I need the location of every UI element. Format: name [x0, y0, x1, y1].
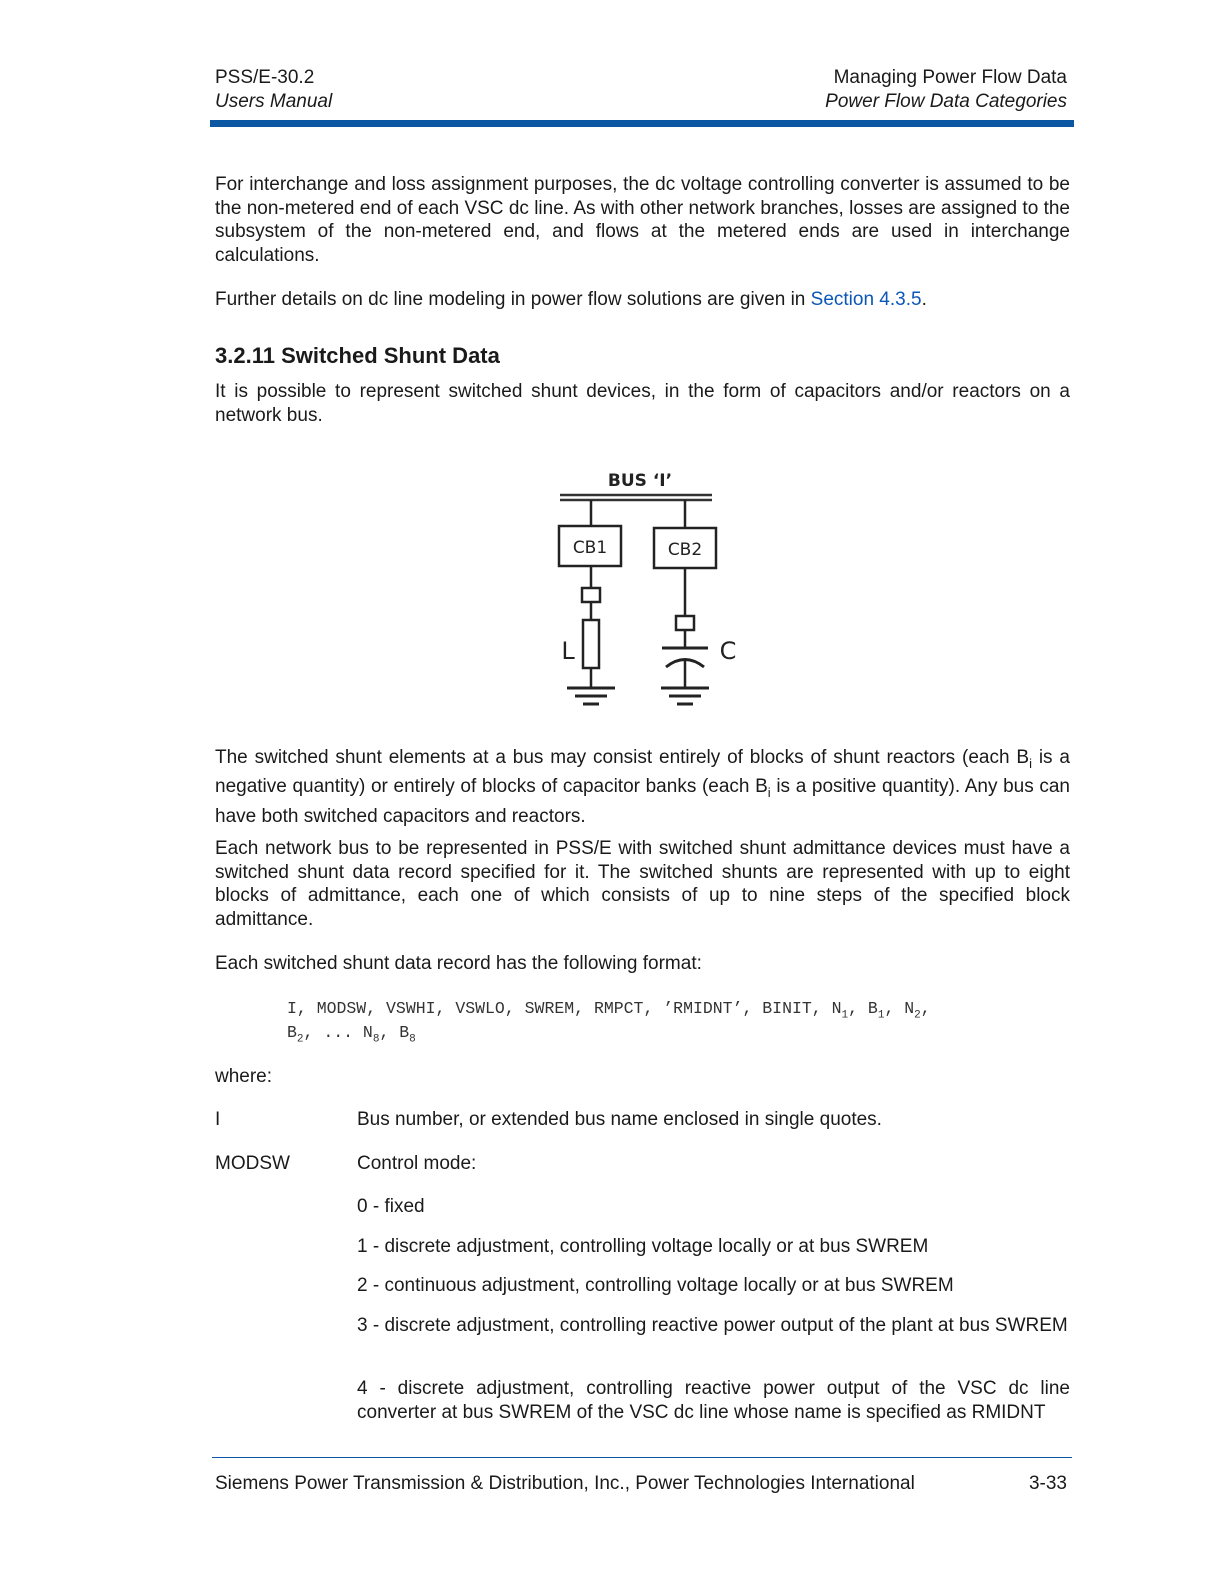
term-modsw: MODSW	[215, 1153, 290, 1174]
cb2-label: CB2	[667, 540, 703, 560]
footer-rule	[212, 1457, 1072, 1458]
header-rule	[210, 120, 1074, 127]
term-i: I	[215, 1109, 221, 1130]
further-details-end: .	[921, 289, 927, 310]
page-number: 3-33	[1028, 1473, 1067, 1494]
sub-8b: 8	[409, 1033, 416, 1046]
sub-2b: 2	[296, 1033, 304, 1046]
def-i: Bus number, or extended bus name enclosed in single quotes.	[357, 1109, 882, 1130]
mode-3: 3 - discrete adjustment, controlling reactive power output of the plant at bus SWREM	[357, 1315, 1068, 1336]
def-modsw: Control mode:	[357, 1153, 477, 1174]
further-details-text: Further details on dc line modeling in power flow solutions are given in	[215, 289, 811, 310]
record-fields: I, MODSW, VSWHI, VSWLO, SWREM, RMPCT, ’RMIDNT’, BINIT, N	[287, 999, 842, 1018]
sep-b1: , B	[848, 999, 878, 1018]
sep-n2: , N	[884, 999, 915, 1018]
subscript-i-2: i	[767, 785, 771, 801]
reactor-label: L	[561, 637, 575, 665]
sep-b8: , B	[379, 1023, 410, 1042]
elements-text-a: The switched shunt elements at a bus may consist entirely of blocks of shunt reactors (each B	[215, 747, 1030, 768]
elements-text-b: is a negative quantity) or entirely of blocks of capacitor banks (each B	[215, 747, 1070, 798]
capacitor-label: C	[719, 637, 737, 665]
paragraph-network-bus: Each network bus to be represented in PSS/E with switched shunt admittance devices must have a switched shunt data record specified for it. The switched shunts are represented with up to eight blocks of admittance, each one of which consists of up to nine steps of the specified block admittance.	[215, 838, 1070, 930]
mode-0: 0 - fixed	[357, 1196, 425, 1217]
sub-1: 1	[841, 1009, 849, 1022]
paragraph-switched-shunt-intro: It is possible to represent switched shunt devices, in the form of capacitors and/or reactors on a network bus.	[215, 381, 1070, 426]
sub-1b: 1	[877, 1009, 885, 1022]
paragraph-shunt-elements	[215, 746, 1070, 828]
cb1-label: CB1	[572, 538, 608, 558]
bus-label: BUS ‘I’	[607, 471, 673, 491]
mode-4: 4 - discrete adjustment, controlling reactive power output of the VSC dc line converter at bus SWREM of the VSC dc line whose name is specified as RMIDNT	[357, 1378, 1070, 1423]
section-heading: 3.2.11 Switched Shunt Data	[215, 343, 500, 368]
section-4-3-5-link[interactable]: Section 4.3.5	[810, 289, 922, 310]
switched-shunt-diagram	[540, 462, 740, 722]
elements-text-c: is a positive quantity). Any bus can have both switched capacitors and reactors.	[215, 776, 1070, 827]
mode-1: 1 - discrete adjustment, controlling voltage locally or at bus SWREM	[357, 1236, 929, 1257]
sub-2: 2	[914, 1009, 921, 1022]
paragraph-record-format: Each switched shunt data record has the following format:	[215, 953, 702, 974]
header-chapter: Managing Power Flow Data	[833, 67, 1067, 88]
line1-end: ,	[920, 999, 931, 1018]
sub-8: 8	[372, 1033, 380, 1046]
subscript-i-1: i	[1029, 755, 1032, 771]
bus-bar	[560, 495, 712, 500]
header-section: Power Flow Data Categories	[825, 91, 1067, 112]
reactor-branch	[559, 500, 621, 704]
header-product: PSS/E-30.2	[215, 67, 315, 88]
where-label: where:	[215, 1066, 273, 1087]
footer-company: Siemens Power Transmission & Distribution, Inc., Power Technologies International	[215, 1473, 915, 1494]
paragraph-interchange: For interchange and loss assignment purposes, the dc voltage controlling converter is assumed to be the non-metered end of each VSC dc line. As with other network branches, losses are assigned to the subsystem of the non-metered end, and flows at the metered ends are used in interchange calculations.	[215, 174, 1070, 266]
header-manual: Users Manual	[215, 91, 333, 112]
paragraph-further-details	[215, 288, 1070, 312]
capacitor-branch	[654, 500, 716, 704]
b2-symbol: B	[287, 1023, 297, 1042]
ellipsis-n8: , ... N	[303, 1023, 373, 1042]
mode-2: 2 - continuous adjustment, controlling voltage locally or at bus SWREM	[357, 1275, 954, 1296]
record-format-line-2	[287, 1021, 416, 1051]
